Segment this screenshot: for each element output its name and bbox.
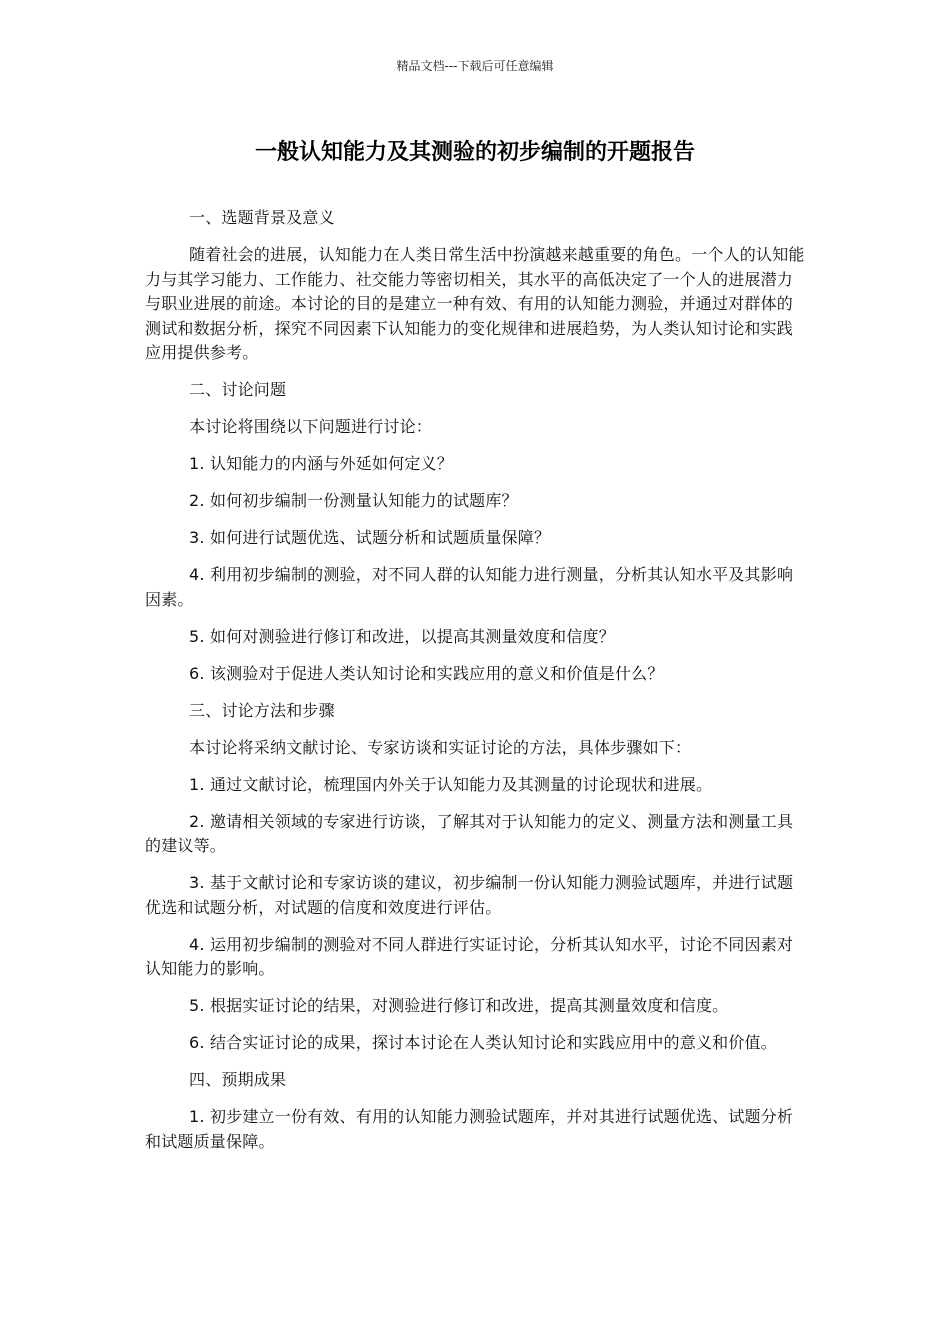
paragraph-methods-intro: 本讨论将采纳文献讨论、专家访谈和实证讨论的方法，具体步骤如下： (189, 737, 692, 757)
list-item-step-5: 5. 根据实证讨论的结果，对测验进行修订和改进，提高其测量效度和信度。 (189, 996, 729, 1015)
list-item-question-5: 5. 如何对测验进行修订和改进，以提高其测量效度和信度？ (189, 626, 615, 646)
section-heading-outcomes: 四、预期成果 (189, 1070, 287, 1089)
document-body (145, 206, 805, 1167)
list-item-question-4: 4. 利用初步编制的测验，对不同人群的认知能力进行测量，分析其认知水平及其影响因素。 (145, 565, 794, 609)
list-item-step-2: 2. 邀请相关领域的专家进行访谈，了解其对于认知能力的定义、测量方法和测量工具的建议等。 (145, 811, 794, 855)
paragraph-questions-intro: 本讨论将围绕以下问题进行讨论： (189, 417, 433, 436)
section-heading-methods: 三、讨论方法和步骤 (189, 700, 335, 720)
section-heading-background: 一、选题背景及意义 (189, 208, 335, 227)
paragraph-background: 随着社会的进展，认知能力在人类日常生活中扮演越来越重要的角色。一个人的认知能力与其学习能力、工作能力、社交能力等密切相关，其水平的高低决定了一个人的进展潜力与职业进展的前途。本讨论的目的是建立一种有效、有用的认知能力测验，并通过对群体的测试和数据分析，探究不同因素下认知能力的变化规律和进展趋势，为人类认知讨论和实践应用提供参考。 (145, 245, 805, 362)
list-item-question-1: 1. 认知能力的内涵与外延如何定义？ (189, 454, 453, 473)
header-note: 精品文档---下载后可任意编辑 (396, 59, 554, 73)
document-title: 一般认知能力及其测验的初步编制的开题报告 (254, 140, 695, 165)
list-item-question-6: 6. 该测验对于促进人类认知讨论和实践应用的意义和价值是什么？ (189, 663, 664, 683)
list-item-step-1: 1. 通过文献讨论，梳理国内外关于认知能力及其测量的讨论现状和进展。 (189, 774, 713, 794)
list-item-step-4: 4. 运用初步编制的测验对不同人群进行实证讨论，分析其认知水平，讨论不同因素对认知能力的影响。 (145, 934, 794, 978)
list-item-question-2: 2. 如何初步编制一份测量认知能力的试题库？ (189, 491, 518, 510)
list-item-step-6: 6. 结合实证讨论的成果，探讨本讨论在人类认知讨论和实践应用中的意义和价值。 (189, 1033, 777, 1052)
list-item-outcome-1: 1. 初步建立一份有效、有用的认知能力测验试题库，并对其进行试题优选、试题分析和试题质量保障。 (145, 1107, 794, 1151)
list-item-question-3: 3. 如何进行试题优选、试题分析和试题质量保障？ (189, 528, 551, 547)
list-item-step-3: 3. 基于文献讨论和专家访谈的建议，初步编制一份认知能力测验试题库，并进行试题优选和试题分析，对试题的信度和效度进行评估。 (145, 873, 794, 917)
section-heading-questions: 二、讨论问题 (189, 380, 287, 399)
